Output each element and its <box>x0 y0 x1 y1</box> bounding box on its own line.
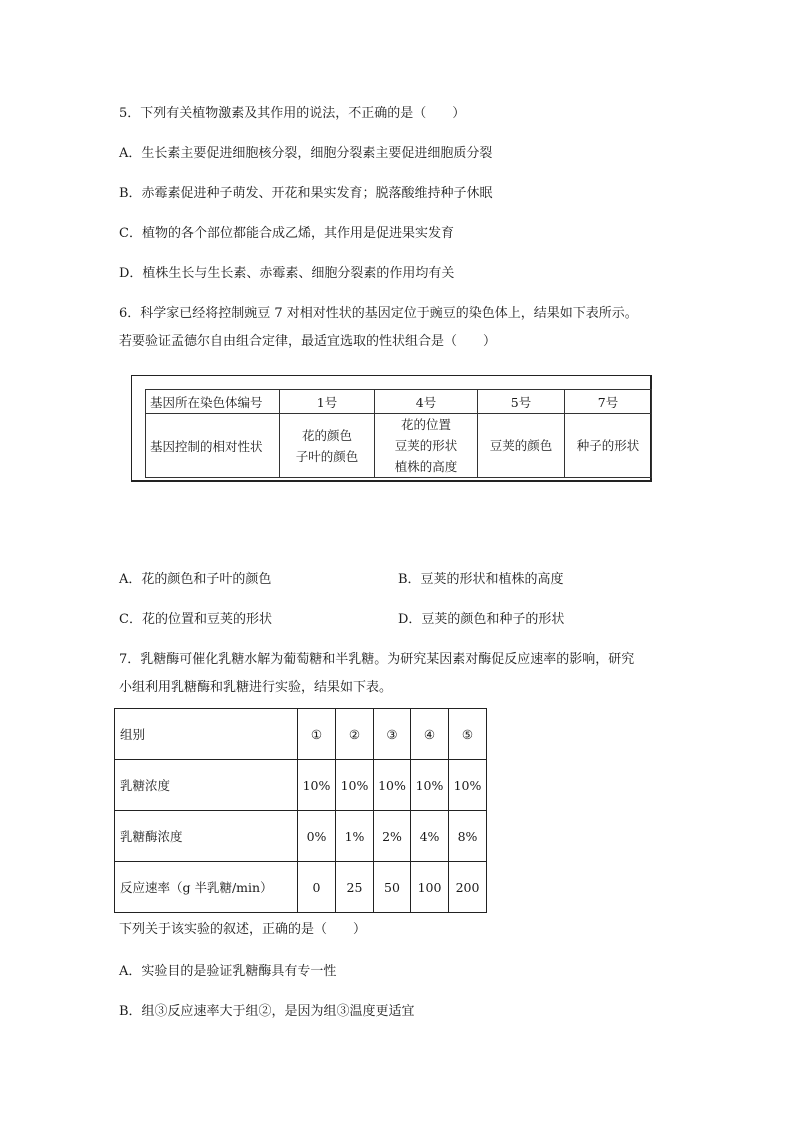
table-cell: 组别 <box>115 709 298 760</box>
q5-option-d: D．植株生长与生长素、赤霉素、细胞分裂素的作用均有关 <box>119 266 455 281</box>
q5-option-a: A．生长素主要促进细胞核分裂，细胞分裂素主要促进细胞质分裂 <box>119 146 493 161</box>
table-row <box>146 390 652 414</box>
trait-text: 子叶的颜色 <box>295 448 359 464</box>
q7-stem-line2: 小组利用乳糖酶和乳糖进行实验，结果如下表。 <box>119 680 393 695</box>
table-row <box>115 709 487 760</box>
table-cell: ⑤ <box>449 709 487 760</box>
table-row <box>115 760 487 811</box>
q7-stem-line1: 7．乳糖酶可催化乳糖水解为葡萄糖和半乳糖。为研究某因素对酶促反应速率的影响，研究 <box>119 652 635 667</box>
table-cell: 10% <box>374 760 411 811</box>
q6-stem-line1: 6．科学家已经将控制豌豆 7 对相对性状的基因定位于豌豆的染色体上，结果如下表所示。 <box>119 306 638 321</box>
table-cell: 8% <box>449 811 487 862</box>
table-cell: 10% <box>411 760 449 811</box>
table-cell <box>375 414 478 478</box>
table-cell: 10% <box>449 760 487 811</box>
table-cell: 1% <box>336 811 374 862</box>
table-cell: ② <box>336 709 374 760</box>
table-cell: 5号 <box>478 390 565 414</box>
q5-option-b: B．赤霉素促进种子萌发、开花和果实发育；脱落酸维持种子休眠 <box>119 186 493 201</box>
q7-question: 下列关于该实验的叙述，正确的是（ ） <box>119 922 367 937</box>
table-cell: 4号 <box>375 390 478 414</box>
table-cell: 反应速率（g 半乳糖/min） <box>115 862 298 913</box>
table-cell: ③ <box>374 709 411 760</box>
q7-option-a: A．实验目的是验证乳糖酶具有专一性 <box>119 964 337 979</box>
table-cell: 25 <box>336 862 374 913</box>
q6-gene-table <box>145 389 652 478</box>
q6-option-d: D．豆荚的颜色和种子的形状 <box>398 612 565 627</box>
table-cell: ④ <box>411 709 449 760</box>
table-cell <box>565 414 652 478</box>
q6-option-b: B．豆荚的形状和植株的高度 <box>398 572 564 587</box>
table-cell: 10% <box>336 760 374 811</box>
table-cell: 0% <box>298 811 336 862</box>
table-cell: 乳糖酶浓度 <box>115 811 298 862</box>
trait-text: 豆荚的颜色 <box>489 438 553 453</box>
table-cell: 50 <box>374 862 411 913</box>
table-cell: 乳糖浓度 <box>115 760 298 811</box>
trait-text: 植株的高度 <box>394 459 458 474</box>
table-cell: ① <box>298 709 336 760</box>
table-row <box>115 811 487 862</box>
trait-text: 豆荚的形状 <box>394 438 458 453</box>
q7-experiment-table <box>114 708 487 913</box>
table-cell: 10% <box>298 760 336 811</box>
trait-text: 种子的形状 <box>576 438 640 453</box>
table-row <box>146 414 652 478</box>
table-cell: 4% <box>411 811 449 862</box>
table-cell <box>280 414 375 478</box>
table-row <box>115 862 487 913</box>
table-cell: 0 <box>298 862 336 913</box>
q6-stem-line2: 若要验证孟德尔自由组合定律，最适宜选取的性状组合是（ ） <box>119 334 497 349</box>
q5-stem: 5．下列有关植物激素及其作用的说法，不正确的是（ ） <box>119 106 466 121</box>
table-cell: 基因所在染色体编号 <box>146 390 280 414</box>
table-cell: 7号 <box>565 390 652 414</box>
q6-option-c: C．花的位置和豆荚的形状 <box>119 612 272 627</box>
q5-option-c: C．植物的各个部位都能合成乙烯，其作用是促进果实发育 <box>119 226 454 241</box>
trait-text: 花的颜色 <box>301 427 352 443</box>
trait-text: 花的位置 <box>400 417 451 432</box>
q7-option-b: B．组③反应速率大于组②，是因为组③温度更适宜 <box>119 1004 415 1019</box>
table-cell: 基因控制的相对性状 <box>146 414 280 478</box>
q6-option-a: A．花的颜色和子叶的颜色 <box>119 572 272 587</box>
table-cell <box>478 414 565 478</box>
table-cell: 100 <box>411 862 449 913</box>
table-cell: 200 <box>449 862 487 913</box>
table-cell: 1号 <box>280 390 375 414</box>
table-cell: 2% <box>374 811 411 862</box>
